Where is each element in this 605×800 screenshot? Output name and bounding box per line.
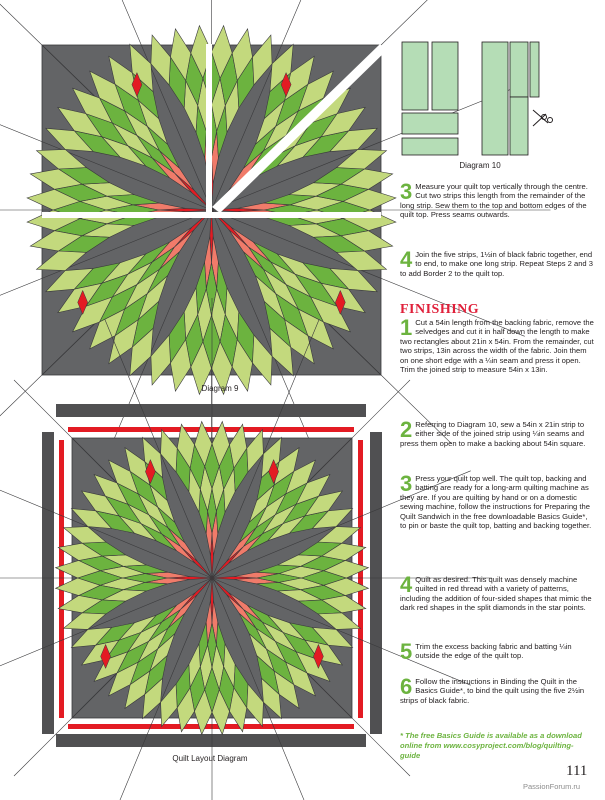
step-text: Press your quilt top well. The quilt top, backing and batting are ready for a long-arm quilting machine as they are. If you are quilting by hand or on a domestic sewing machine, follow the instructions for Preparing the Quilt Sandwich in the free downloadable Basics Guide*, to pin or baste the quilt top, batting and backing together. xyxy=(400,474,592,531)
finishing-heading: FINISHING xyxy=(400,302,480,317)
step-text: Join the five strips, 1½in of black fabric together, end to end, to make one long strip. Repeat Steps 2 and 3 to add Border 2 to the quilt top. xyxy=(400,250,593,278)
finishing-step-6 xyxy=(400,674,595,705)
step-text: Trim the excess backing fabric and batting ¼in outside the edge of the quilt top. xyxy=(415,642,572,661)
watermark: PassionForum.ru xyxy=(523,782,581,791)
step-top-3 xyxy=(400,179,595,220)
step-text: Referring to Diagram 10, sew a 54in x 21in strip to either side of the joined strip using ¼in seams and press them open to make a backing about 54in square. xyxy=(400,420,586,448)
inner-border-top xyxy=(68,427,354,432)
step-number: 1 xyxy=(400,315,413,340)
step-top-4 xyxy=(400,247,595,278)
inner-border-left xyxy=(59,440,64,718)
step-text: Measure your quilt top vertically through the centre. Cut two strips this length from the remainder of the long strip. Sew them to the top and bottom edges of the quilt top. Press seams outwards. xyxy=(400,182,588,220)
outer-border-top xyxy=(56,404,366,417)
outer-border-left xyxy=(42,432,54,734)
finishing-step-5 xyxy=(400,639,595,664)
quilt-layout-caption: Quilt Layout Diagram xyxy=(172,754,248,763)
step-number: 5 xyxy=(400,639,413,664)
finishing-step-4 xyxy=(400,572,595,613)
finishing-step-2 xyxy=(400,417,595,448)
step-text: Cut a 54in length from the backing fabric, remove the selvedges and cut it in half down the length to make two rectangles about 21in x 54in. From the remainder, cut two strips, 13in across the width of the fabric. Join them on one short edge with a ¼in seam and press it open. Trim the joined strip to measure 54in x 13in. xyxy=(400,318,594,375)
step-text: Follow the instructions in Binding the Quilt in the Basics Guide*, to bind the quilt using the five 2½in strips of black fabric. xyxy=(400,677,585,705)
step-number: 4 xyxy=(400,247,413,272)
step-number: 3 xyxy=(400,179,413,204)
step-number: 3 xyxy=(400,471,413,496)
step-text: Quilt as desired. This quilt was densely machine quilted in red thread with a variety of patterns, including the addition of four-sided shapes that mimic the dark red shapes in the split diamonds in the star points. xyxy=(400,575,592,613)
finishing-step-3 xyxy=(400,471,595,531)
inner-border-right xyxy=(358,440,363,718)
inner-border-bottom xyxy=(68,724,354,729)
outer-border-bottom xyxy=(56,734,366,747)
step-number: 2 xyxy=(400,417,413,442)
step-number: 6 xyxy=(400,674,413,699)
page-number: 111 xyxy=(566,763,588,779)
finishing-step-1 xyxy=(400,315,595,375)
outer-border-right xyxy=(370,432,382,734)
diagram-9-caption: Diagram 9 xyxy=(201,384,239,393)
step-number: 4 xyxy=(400,572,413,597)
basics-guide-note: * The free Basics Guide is available as a download online from www.cosyproject.com/blog/quilting-guide xyxy=(400,731,582,760)
diagram-10-caption: Diagram 10 xyxy=(459,161,501,170)
